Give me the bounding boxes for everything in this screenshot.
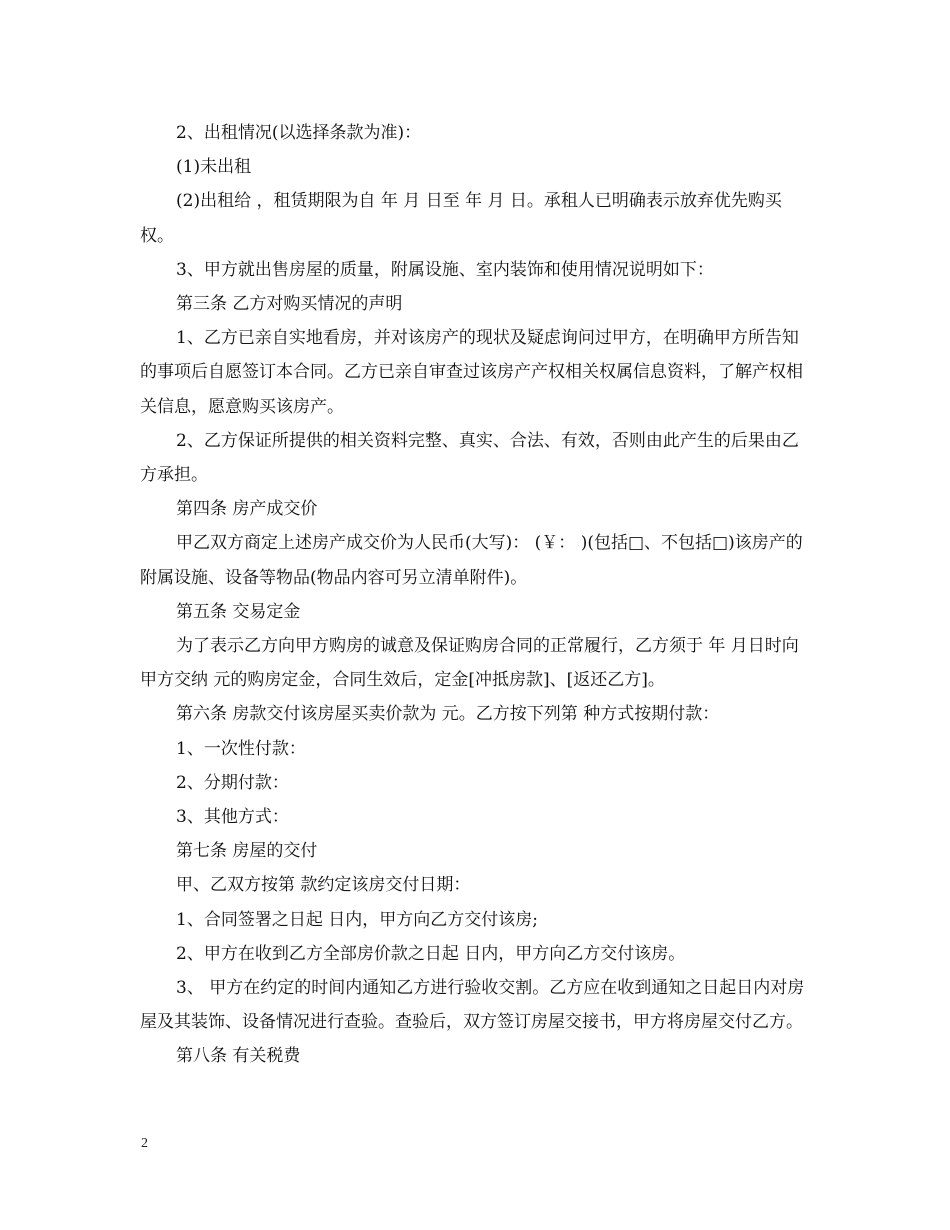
list-item: 2、甲方在收到乙方全部房价款之日起 日内，甲方向乙方交付该房。 — [176, 943, 686, 964]
document-body — [140, 116, 812, 1074]
paragraph: 2、乙方保证所提供的相关资料完整、真实、合法、有效，否则由此产生的后果由乙方承担。 — [140, 430, 799, 486]
list-item: 3、 甲方在约定的时间内通知乙方进行验收交割。乙方应在收到通知之日起日内对房屋及其装饰、设备情况进行查验。查验后，双方签订房屋交接书，甲方将房屋交付乙方。 — [140, 978, 805, 1033]
paragraph: 甲、乙双方按第 款约定该房交付日期： — [176, 875, 471, 896]
section-heading: 第三条 乙方对购买情况的声明 — [176, 294, 403, 315]
section-heading: 第六条 房款交付该房屋买卖价款为 元。乙方按下列第 种方式按期付款： — [176, 704, 720, 725]
list-item: 1、一次性付款： — [176, 738, 306, 759]
list-item: 2、分期付款： — [176, 772, 289, 793]
list-item: 1、合同签署之日起 日内，甲方向乙方交付该房; — [176, 909, 538, 930]
section-heading: 第五条 交易定金 — [176, 601, 301, 622]
paragraph: 为了表示乙方向甲方购房的诚意及保证购房合同的正常履行，乙方须于 年 月日时向甲方交纳 元的购房定金，合同生效后，定金[冲抵房款]、[返还乙方]。 — [140, 636, 799, 691]
paragraph: 2、出租情况(以选择条款为准)： — [176, 123, 422, 143]
paragraph: 3、甲方就出售房屋的质量，附属设施、室内装饰和使用情况说明如下： — [176, 259, 714, 280]
paragraph: (1)未出租 — [176, 157, 252, 178]
section-heading: 第四条 房产成交价 — [176, 499, 318, 520]
section-heading: 第七条 房屋的交付 — [176, 841, 318, 862]
paragraph: 甲乙双方商定上述房产成交价为人民币(大写)： (￥： )(包括□、不包括□)该房产的附属设施、设备等物品(物品内容可另立清单附件)。 — [140, 533, 803, 588]
list-item: 3、其他方式： — [176, 807, 289, 828]
page-number: 2 — [141, 1136, 148, 1151]
paragraph: (2)出租给 ，租赁期限为自 年 月 日至 年 月 日。承租人已明确表示放弃优先购买权。 — [140, 191, 782, 246]
paragraph: 1、乙方已亲自实地看房，并对该房产的现状及疑虑询问过甲方，在明确甲方所告知的事项后自愿签订本合同。乙方已亲自审查过该房产产权相关权属信息资料，了解产权相关信息，愿意购买该房产。 — [140, 328, 803, 417]
section-heading: 第八条 有关税费 — [176, 1046, 301, 1067]
